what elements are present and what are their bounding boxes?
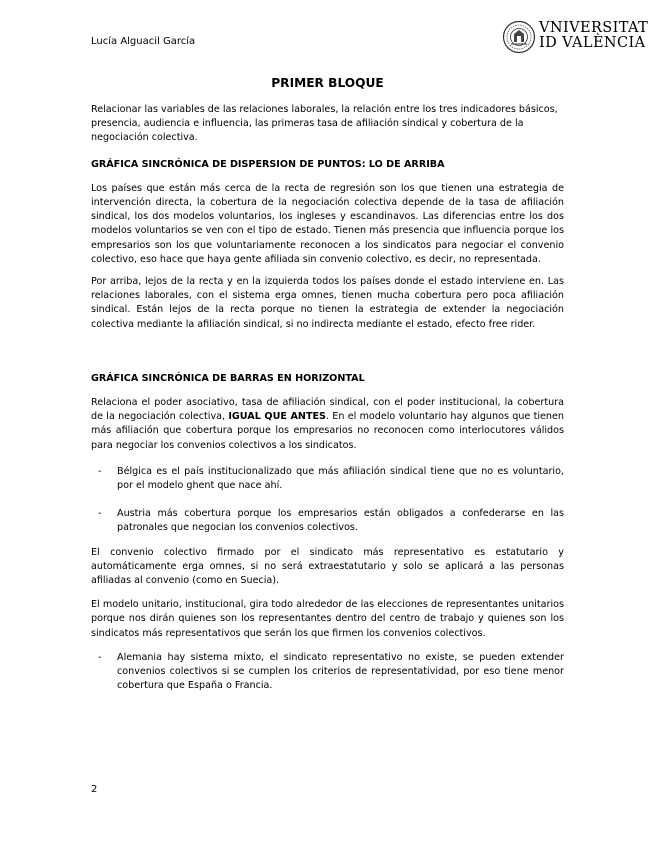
section2-paragraph-1-end: . En el modelo voluntario hay algunos que tienen más afiliación que cobertura porque los empresarios no reconocen como interlocutores válidos para negociar los convenios colectivos a los sindicatos. [91, 411, 564, 451]
bullet-marker: - [98, 651, 102, 663]
document-body [91, 76, 564, 694]
author-name: Lucía Alguacil García [91, 36, 196, 47]
section1-paragraph-1: Los países que están más cerca de la recta de regresión son los que tienen una estrategia de intervención directa, la cobertura de la negociación colectiva depende de la tasa de afiliación sindical, los dos modelos voluntarios, los ingleses y escandinavos. Las diferencias entre los dos modelos voluntarios se ven con el tipo de estado. Tienen más presencia que influencia porque los empresarios son los que voluntariamente reconocen a los sindicatos para negociar el convenio colectivo, eso hace que haya gente afiliada sin convenio colectivo, es decir, no representada. [91, 182, 564, 265]
section2-emphasis: IGUAL QUE ANTES [228, 411, 326, 423]
bullet-list-1 [91, 465, 564, 536]
logo-line-2: ID VALÈNCIA [539, 35, 646, 51]
bullet-list-2 [91, 651, 564, 694]
list-item-text: Austria más cobertura porque los empresarios están obligados a confederarse en las patronales que negocian los convenios colectivos. [117, 508, 564, 534]
section1-paragraph-2: Por arriba, lejos de la recta y en la izquierda todos los países donde el estado interviene en. Las relaciones laborales, con el sistema erga omnes, tienen mucha cobertura pero poca afiliación sindical. Están lejos de la recta porque no tienen la estrategia de extender la negociación colectiva mediante la afiliación sindical, si no indirecta mediante el estado, efecto free rider. [91, 276, 564, 330]
university-logo-text [539, 21, 648, 51]
list-item [91, 651, 564, 694]
section1-heading: GRÁFICA SINCRÓNICA DE DISPERSION DE PUNTOS: LO DE ARRIBA [91, 158, 445, 170]
page-title: PRIMER BLOQUE [271, 76, 384, 90]
list-item-text: Bélgica es el país institucionalizado que más afiliación sindical tiene que no es voluntario, por el modelo ghent que nace ahí. [117, 465, 564, 492]
bullet-marker: - [98, 465, 102, 477]
section2-heading: GRÁFICA SINCRÓNICA DE BARRAS EN HORIZONTAL [91, 372, 365, 384]
logo-line-1: VNIVERSITAT [539, 20, 649, 36]
section2-paragraph-2: El convenio colectivo firmado por el sindicato más representativo es estatutario y automáticamente erga omnes, si no será extraestatutario y solo se aplicará a las personas afiliadas al convenio (como en Suecia). [91, 546, 564, 587]
intro-paragraph: Relacionar las variables de las relaciones laborales, la relación entre los tres indicadores básicos, presencia, audiencia e influencia, las primeras tasa de afiliación sindical y cobertura de la negociación colectiva. [91, 104, 558, 144]
page-number: 2 [91, 784, 98, 795]
list-item [91, 507, 564, 535]
list-item [91, 465, 564, 493]
university-logo [502, 20, 649, 56]
section2-paragraph-3: El modelo unitario, institucional, gira todo alrededor de las elecciones de representantes unitarios porque nos dirán quienes son los representantes dentro del centro de trabajo y quienes son los sindicatos más representativos que serán los que firmen los convenios colectivos. [91, 599, 564, 639]
section2-paragraph-1-start: Relaciona el poder asociativo, tasa de afiliación sindical, con el poder institucional, la cobertura de la negociación colectiva, [91, 397, 564, 423]
section2-paragraph-1 [91, 396, 564, 453]
university-seal-icon [502, 20, 536, 54]
bullet-marker: - [98, 508, 102, 520]
list-item-text: Alemania hay sistema mixto, el sindicato representativo no existe, se pueden extender convenios colectivos si se cumplen los criterios de representatividad, por eso tiene menor cobertura que España o Francia. [117, 651, 564, 692]
